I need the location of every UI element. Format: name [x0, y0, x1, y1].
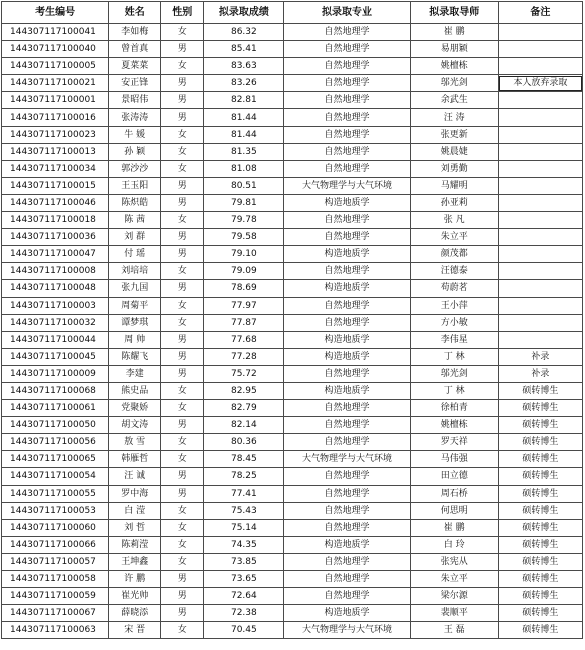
cell-major[interactable]: 构造地质学 [284, 246, 410, 263]
cell-candidate-id[interactable]: 144307117100041 [2, 24, 109, 41]
cell-advisor[interactable]: 方小敏 [410, 314, 498, 331]
cell-major[interactable]: 自然地理学 [284, 263, 410, 280]
cell-score[interactable]: 78.69 [204, 280, 284, 297]
cell-remark[interactable] [498, 280, 582, 297]
cell-candidate-id[interactable]: 144307117100003 [2, 297, 109, 314]
cell-score[interactable]: 75.14 [204, 519, 284, 536]
cell-gender[interactable]: 男 [161, 468, 204, 485]
cell-major[interactable]: 构造地质学 [284, 348, 410, 365]
cell-remark[interactable] [498, 58, 582, 75]
cell-gender[interactable]: 男 [161, 348, 204, 365]
cell-gender[interactable]: 女 [161, 24, 204, 41]
cell-name[interactable]: 刘培培 [109, 263, 161, 280]
table-row [2, 485, 583, 502]
cell-candidate-id[interactable]: 144307117100054 [2, 468, 109, 485]
cell-advisor[interactable]: 朱立平 [410, 571, 498, 588]
cell-name[interactable]: 夏菜菜 [109, 58, 161, 75]
cell-major[interactable]: 自然地理学 [284, 109, 410, 126]
cell-score[interactable]: 79.58 [204, 229, 284, 246]
cell-score[interactable]: 82.81 [204, 92, 284, 109]
cell-score[interactable]: 77.68 [204, 331, 284, 348]
cell-major[interactable]: 大气物理学与大气环境 [284, 451, 410, 468]
cell-gender[interactable]: 女 [161, 212, 204, 229]
cell-advisor[interactable]: 田立德 [410, 468, 498, 485]
table-row [2, 160, 583, 177]
table-row [2, 92, 583, 109]
table-row [2, 126, 583, 143]
header-advisor[interactable]: 拟录取导师 [410, 2, 498, 24]
cell-remark[interactable]: 硕转博生 [498, 451, 582, 468]
cell-name[interactable]: 许 鹏 [109, 571, 161, 588]
table-row [2, 194, 583, 211]
cell-candidate-id[interactable]: 144307117100048 [2, 280, 109, 297]
cell-gender[interactable]: 男 [161, 280, 204, 297]
cell-score[interactable]: 79.81 [204, 194, 284, 211]
cell-advisor[interactable]: 余武生 [410, 92, 498, 109]
cell-candidate-id[interactable]: 144307117100050 [2, 417, 109, 434]
cell-name[interactable]: 陈 茜 [109, 212, 161, 229]
cell-advisor[interactable]: 王小萍 [410, 297, 498, 314]
cell-score[interactable]: 75.43 [204, 502, 284, 519]
cell-name[interactable]: 宋 晋 [109, 622, 161, 639]
cell-advisor[interactable]: 何思明 [410, 502, 498, 519]
cell-candidate-id[interactable]: 144307117100015 [2, 177, 109, 194]
cell-remark[interactable]: 硕转博生 [498, 536, 582, 553]
table-body [2, 24, 583, 639]
cell-advisor[interactable]: 崔 鹏 [410, 519, 498, 536]
cell-gender[interactable]: 男 [161, 246, 204, 263]
table-row [2, 502, 583, 519]
cell-major[interactable]: 构造地质学 [284, 536, 410, 553]
cell-major[interactable]: 自然地理学 [284, 434, 410, 451]
cell-candidate-id[interactable]: 144307117100047 [2, 246, 109, 263]
cell-advisor[interactable]: 李伟星 [410, 331, 498, 348]
cell-candidate-id[interactable]: 144307117100013 [2, 143, 109, 160]
cell-candidate-id[interactable]: 144307117100018 [2, 212, 109, 229]
cell-candidate-id[interactable]: 144307117100056 [2, 434, 109, 451]
cell-major[interactable]: 自然地理学 [284, 485, 410, 502]
table-row [2, 75, 583, 92]
cell-gender[interactable]: 男 [161, 417, 204, 434]
cell-remark[interactable]: 补录 [498, 348, 582, 365]
cell-advisor[interactable]: 朱立平 [410, 229, 498, 246]
cell-candidate-id[interactable]: 144307117100032 [2, 314, 109, 331]
cell-remark[interactable]: 硕转博生 [498, 519, 582, 536]
cell-advisor[interactable]: 苟蔚茗 [410, 280, 498, 297]
cell-remark[interactable]: 硕转博生 [498, 485, 582, 502]
cell-remark[interactable] [498, 194, 582, 211]
cell-advisor[interactable]: 周石桥 [410, 485, 498, 502]
table-row [2, 280, 583, 297]
cell-remark[interactable]: 硕转博生 [498, 571, 582, 588]
cell-name[interactable]: 周菊平 [109, 297, 161, 314]
cell-major[interactable]: 自然地理学 [284, 365, 410, 382]
cell-remark[interactable]: 硕转博生 [498, 417, 582, 434]
cell-name[interactable]: 李如梅 [109, 24, 161, 41]
table-row [2, 468, 583, 485]
cell-advisor[interactable]: 邬光剑 [410, 365, 498, 382]
cell-score[interactable]: 81.08 [204, 160, 284, 177]
cell-gender[interactable]: 男 [161, 331, 204, 348]
cell-remark[interactable]: 硕转博生 [498, 382, 582, 399]
cell-advisor[interactable]: 姚晨婕 [410, 143, 498, 160]
cell-remark[interactable]: 硕转博生 [498, 605, 582, 622]
cell-name[interactable]: 李建 [109, 365, 161, 382]
cell-gender[interactable]: 男 [161, 92, 204, 109]
cell-major[interactable]: 自然地理学 [284, 212, 410, 229]
cell-name[interactable]: 王玉阳 [109, 177, 161, 194]
cell-major[interactable]: 自然地理学 [284, 400, 410, 417]
cell-major[interactable]: 大气物理学与大气环境 [284, 177, 410, 194]
cell-advisor[interactable]: 丁 林 [410, 348, 498, 365]
table-row [2, 365, 583, 382]
cell-candidate-id[interactable]: 144307117100055 [2, 485, 109, 502]
cell-major[interactable]: 自然地理学 [284, 58, 410, 75]
cell-name[interactable]: 周 帅 [109, 331, 161, 348]
cell-name[interactable]: 安正锋 [109, 75, 161, 92]
cell-gender[interactable]: 女 [161, 400, 204, 417]
cell-advisor[interactable]: 丁 林 [410, 382, 498, 399]
cell-advisor[interactable]: 刘勇勤 [410, 160, 498, 177]
cell-candidate-id[interactable]: 144307117100059 [2, 588, 109, 605]
cell-name[interactable]: 牛 媛 [109, 126, 161, 143]
cell-gender[interactable]: 男 [161, 75, 204, 92]
cell-name[interactable]: 张涛涛 [109, 109, 161, 126]
table-row [2, 417, 583, 434]
cell-name[interactable]: 崔光帅 [109, 588, 161, 605]
cell-advisor[interactable]: 孙亚莉 [410, 194, 498, 211]
cell-advisor[interactable]: 张更新 [410, 126, 498, 143]
cell-advisor[interactable]: 徐柏青 [410, 400, 498, 417]
cell-remark[interactable] [498, 160, 582, 177]
cell-advisor[interactable]: 王 磊 [410, 622, 498, 639]
cell-candidate-id[interactable]: 144307117100034 [2, 160, 109, 177]
cell-remark[interactable] [498, 229, 582, 246]
cell-remark[interactable] [498, 331, 582, 348]
cell-candidate-id[interactable]: 144307117100005 [2, 58, 109, 75]
cell-name[interactable]: 曾首真 [109, 41, 161, 58]
cell-gender[interactable]: 女 [161, 622, 204, 639]
cell-gender[interactable]: 女 [161, 143, 204, 160]
cell-score[interactable]: 74.35 [204, 536, 284, 553]
cell-gender[interactable]: 男 [161, 485, 204, 502]
cell-remark[interactable] [498, 246, 582, 263]
table-row [2, 229, 583, 246]
cell-candidate-id[interactable]: 144307117100036 [2, 229, 109, 246]
cell-remark[interactable]: 硕转博生 [498, 434, 582, 451]
cell-candidate-id[interactable]: 144307117100061 [2, 400, 109, 417]
cell-advisor[interactable]: 白 玲 [410, 536, 498, 553]
cell-major[interactable]: 自然地理学 [284, 126, 410, 143]
header-name[interactable]: 姓名 [109, 2, 161, 24]
cell-gender[interactable]: 女 [161, 536, 204, 553]
cell-advisor[interactable]: 马伟强 [410, 451, 498, 468]
header-remark[interactable]: 备注 [498, 2, 582, 24]
cell-advisor[interactable]: 张宪从 [410, 553, 498, 570]
table-row [2, 177, 583, 194]
cell-gender[interactable]: 男 [161, 605, 204, 622]
cell-candidate-id[interactable]: 144307117100001 [2, 92, 109, 109]
table-row [2, 263, 583, 280]
cell-gender[interactable]: 男 [161, 109, 204, 126]
table-row [2, 58, 583, 75]
cell-advisor[interactable]: 汪德泰 [410, 263, 498, 280]
table-row [2, 451, 583, 468]
cell-score[interactable]: 81.44 [204, 126, 284, 143]
cell-candidate-id[interactable]: 144307117100008 [2, 263, 109, 280]
cell-name[interactable]: 景昭伟 [109, 92, 161, 109]
cell-score[interactable]: 79.78 [204, 212, 284, 229]
cell-name[interactable]: 罗中海 [109, 485, 161, 502]
cell-score[interactable]: 72.38 [204, 605, 284, 622]
cell-advisor[interactable]: 罗天祥 [410, 434, 498, 451]
cell-score[interactable]: 75.72 [204, 365, 284, 382]
cell-name[interactable]: 付 瑶 [109, 246, 161, 263]
cell-major[interactable]: 构造地质学 [284, 280, 410, 297]
table-row [2, 143, 583, 160]
cell-advisor[interactable]: 裴顺平 [410, 605, 498, 622]
cell-score[interactable]: 77.28 [204, 348, 284, 365]
cell-gender[interactable]: 女 [161, 502, 204, 519]
header-candidate-id[interactable]: 考生编号 [2, 2, 109, 24]
cell-score[interactable]: 79.09 [204, 263, 284, 280]
cell-name[interactable]: 刘 群 [109, 229, 161, 246]
cell-score[interactable]: 79.10 [204, 246, 284, 263]
cell-remark[interactable]: 硕转博生 [498, 502, 582, 519]
cell-score[interactable]: 82.95 [204, 382, 284, 399]
cell-name[interactable]: 熊史品 [109, 382, 161, 399]
cell-candidate-id[interactable]: 144307117100016 [2, 109, 109, 126]
cell-gender[interactable]: 男 [161, 365, 204, 382]
cell-advisor[interactable]: 姚檀栋 [410, 58, 498, 75]
cell-major[interactable]: 自然地理学 [284, 553, 410, 570]
cell-score[interactable]: 77.87 [204, 314, 284, 331]
cell-major[interactable]: 自然地理学 [284, 519, 410, 536]
cell-major[interactable]: 自然地理学 [284, 571, 410, 588]
cell-score[interactable]: 86.32 [204, 24, 284, 41]
cell-candidate-id[interactable]: 144307117100060 [2, 519, 109, 536]
cell-advisor[interactable]: 颜茂都 [410, 246, 498, 263]
cell-candidate-id[interactable]: 144307117100058 [2, 571, 109, 588]
cell-gender[interactable]: 男 [161, 588, 204, 605]
table-row [2, 24, 583, 41]
cell-name[interactable]: 张九国 [109, 280, 161, 297]
cell-gender[interactable]: 女 [161, 382, 204, 399]
cell-major[interactable]: 大气物理学与大气环境 [284, 622, 410, 639]
cell-remark[interactable] [498, 212, 582, 229]
cell-advisor[interactable]: 马耀明 [410, 177, 498, 194]
admission-table [1, 1, 583, 639]
cell-name[interactable]: 韩雁哲 [109, 451, 161, 468]
cell-candidate-id[interactable]: 144307117100046 [2, 194, 109, 211]
cell-gender[interactable]: 女 [161, 263, 204, 280]
header-score[interactable]: 拟录取成绩 [204, 2, 284, 24]
cell-major[interactable]: 自然地理学 [284, 502, 410, 519]
cell-remark[interactable] [498, 41, 582, 58]
cell-candidate-id[interactable]: 144307117100044 [2, 331, 109, 348]
cell-major[interactable]: 构造地质学 [284, 194, 410, 211]
cell-candidate-id[interactable]: 144307117100057 [2, 553, 109, 570]
table-row [2, 246, 583, 263]
cell-score[interactable]: 77.41 [204, 485, 284, 502]
cell-score[interactable]: 82.14 [204, 417, 284, 434]
cell-gender[interactable]: 女 [161, 519, 204, 536]
cell-major[interactable]: 自然地理学 [284, 143, 410, 160]
table-row [2, 41, 583, 58]
cell-name[interactable]: 薛晓添 [109, 605, 161, 622]
cell-gender[interactable]: 女 [161, 314, 204, 331]
table-row [2, 553, 583, 570]
cell-remark[interactable] [498, 92, 582, 109]
cell-major[interactable]: 自然地理学 [284, 468, 410, 485]
cell-remark[interactable]: 补录 [498, 365, 582, 382]
cell-name[interactable]: 陈耀飞 [109, 348, 161, 365]
cell-gender[interactable]: 男 [161, 177, 204, 194]
table-row [2, 212, 583, 229]
cell-major[interactable]: 自然地理学 [284, 160, 410, 177]
cell-name[interactable]: 孙 颖 [109, 143, 161, 160]
cell-major[interactable]: 自然地理学 [284, 41, 410, 58]
cell-remark[interactable]: 硕转博生 [498, 622, 582, 639]
cell-name[interactable]: 党聚娇 [109, 400, 161, 417]
cell-major[interactable]: 自然地理学 [284, 314, 410, 331]
cell-remark[interactable]: 硕转博生 [498, 588, 582, 605]
cell-advisor[interactable]: 汪 涛 [410, 109, 498, 126]
cell-score[interactable]: 81.35 [204, 143, 284, 160]
cell-gender[interactable]: 女 [161, 297, 204, 314]
cell-remark[interactable] [498, 109, 582, 126]
table-row [2, 571, 583, 588]
table-row [2, 400, 583, 417]
cell-remark[interactable] [498, 177, 582, 194]
cell-name[interactable]: 陈炽皓 [109, 194, 161, 211]
cell-name[interactable]: 汪 诚 [109, 468, 161, 485]
cell-advisor[interactable]: 易朋颖 [410, 41, 498, 58]
cell-candidate-id[interactable]: 144307117100023 [2, 126, 109, 143]
cell-major[interactable]: 自然地理学 [284, 75, 410, 92]
cell-candidate-id[interactable]: 144307117100045 [2, 348, 109, 365]
table-row [2, 382, 583, 399]
cell-name[interactable]: 郭沙沙 [109, 160, 161, 177]
cell-gender[interactable]: 男 [161, 571, 204, 588]
cell-score[interactable]: 73.85 [204, 553, 284, 570]
cell-remark[interactable]: 硕转博生 [498, 468, 582, 485]
cell-advisor[interactable]: 张 凡 [410, 212, 498, 229]
cell-score[interactable]: 72.64 [204, 588, 284, 605]
cell-score[interactable]: 78.25 [204, 468, 284, 485]
cell-gender[interactable]: 男 [161, 229, 204, 246]
cell-remark[interactable] [498, 143, 582, 160]
header-major[interactable]: 拟录取专业 [284, 2, 410, 24]
cell-name[interactable]: 敖 雪 [109, 434, 161, 451]
cell-name[interactable]: 白 滢 [109, 502, 161, 519]
cell-major[interactable]: 构造地质学 [284, 605, 410, 622]
cell-score[interactable]: 80.51 [204, 177, 284, 194]
cell-score[interactable]: 78.45 [204, 451, 284, 468]
cell-remark[interactable] [498, 126, 582, 143]
table-row [2, 314, 583, 331]
cell-name[interactable]: 胡文涛 [109, 417, 161, 434]
cell-candidate-id[interactable]: 144307117100040 [2, 41, 109, 58]
cell-remark[interactable] [498, 297, 582, 314]
cell-gender[interactable]: 男 [161, 41, 204, 58]
cell-remark[interactable] [498, 314, 582, 331]
cell-major[interactable]: 自然地理学 [284, 92, 410, 109]
cell-score[interactable]: 83.63 [204, 58, 284, 75]
cell-gender[interactable]: 女 [161, 434, 204, 451]
cell-gender[interactable]: 女 [161, 451, 204, 468]
cell-score[interactable]: 70.45 [204, 622, 284, 639]
cell-score[interactable]: 77.97 [204, 297, 284, 314]
cell-candidate-id[interactable]: 144307117100063 [2, 622, 109, 639]
cell-major[interactable]: 自然地理学 [284, 417, 410, 434]
table-row [2, 519, 583, 536]
table-row [2, 297, 583, 314]
table-row [2, 434, 583, 451]
table-row [2, 588, 583, 605]
cell-remark[interactable]: 硕转博生 [498, 400, 582, 417]
cell-candidate-id[interactable]: 144307117100065 [2, 451, 109, 468]
cell-gender[interactable]: 男 [161, 194, 204, 211]
table-row [2, 348, 583, 365]
table-row [2, 536, 583, 553]
cell-remark[interactable]: 本人放弃录取 [498, 75, 582, 92]
cell-score[interactable]: 81.44 [204, 109, 284, 126]
cell-name[interactable]: 谭梦琪 [109, 314, 161, 331]
cell-major[interactable]: 自然地理学 [284, 297, 410, 314]
cell-score[interactable]: 73.65 [204, 571, 284, 588]
table-row [2, 622, 583, 639]
cell-candidate-id[interactable]: 144307117100009 [2, 365, 109, 382]
cell-remark[interactable]: 硕转博生 [498, 553, 582, 570]
cell-major[interactable]: 构造地质学 [284, 331, 410, 348]
cell-candidate-id[interactable]: 144307117100068 [2, 382, 109, 399]
cell-advisor[interactable]: 崔 鹏 [410, 24, 498, 41]
cell-remark[interactable] [498, 263, 582, 280]
cell-advisor[interactable]: 梁尔源 [410, 588, 498, 605]
cell-candidate-id[interactable]: 144307117100067 [2, 605, 109, 622]
cell-advisor[interactable]: 姚檀栋 [410, 417, 498, 434]
cell-score[interactable]: 82.79 [204, 400, 284, 417]
cell-advisor[interactable]: 邬光剑 [410, 75, 498, 92]
cell-candidate-id[interactable]: 144307117100066 [2, 536, 109, 553]
cell-major[interactable]: 自然地理学 [284, 229, 410, 246]
cell-gender[interactable]: 女 [161, 160, 204, 177]
cell-major[interactable]: 构造地质学 [284, 382, 410, 399]
header-row [2, 2, 583, 24]
cell-gender[interactable]: 女 [161, 58, 204, 75]
cell-major[interactable]: 自然地理学 [284, 588, 410, 605]
table-row [2, 605, 583, 622]
table-row [2, 331, 583, 348]
cell-score[interactable]: 85.41 [204, 41, 284, 58]
cell-gender[interactable]: 女 [161, 126, 204, 143]
cell-name[interactable]: 王坤鑫 [109, 553, 161, 570]
cell-major[interactable]: 自然地理学 [284, 24, 410, 41]
header-gender[interactable]: 性别 [161, 2, 204, 24]
cell-candidate-id[interactable]: 144307117100053 [2, 502, 109, 519]
cell-remark[interactable] [498, 24, 582, 41]
cell-name[interactable]: 陈莉滢 [109, 536, 161, 553]
table-row [2, 109, 583, 126]
cell-gender[interactable]: 女 [161, 553, 204, 570]
cell-score[interactable]: 80.36 [204, 434, 284, 451]
cell-candidate-id[interactable]: 144307117100021 [2, 75, 109, 92]
cell-name[interactable]: 刘 哲 [109, 519, 161, 536]
cell-score[interactable]: 83.26 [204, 75, 284, 92]
